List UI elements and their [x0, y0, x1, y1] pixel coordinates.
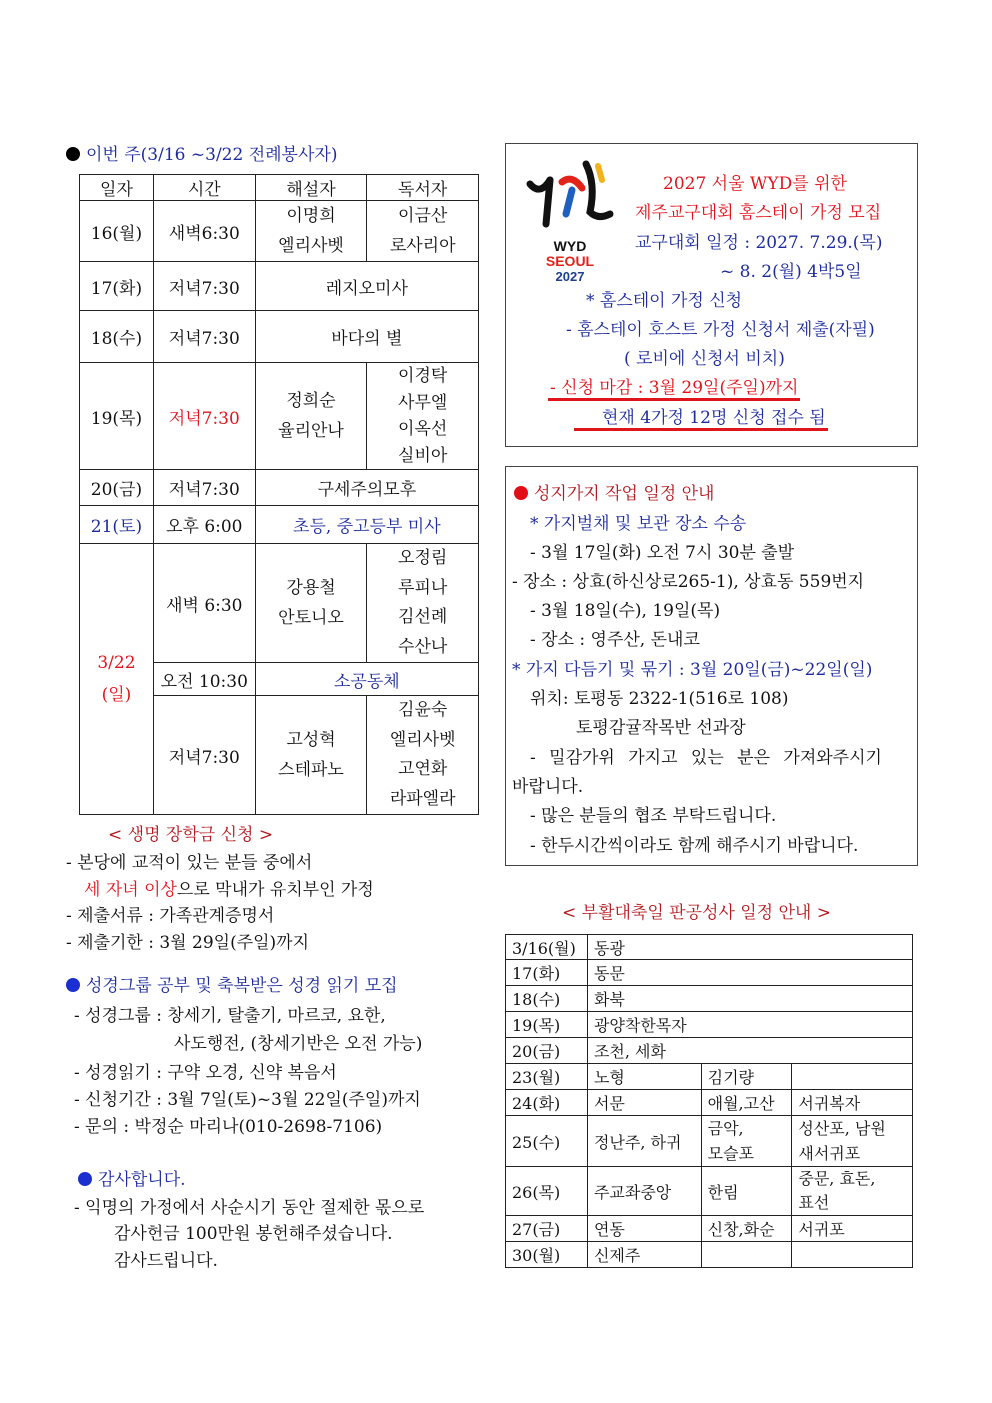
wyd-line: ~ 8. 2(월) 4박5일	[720, 262, 862, 282]
table-row: 26(목) 주교좌중앙 한림 중문, 효돈, 표선	[506, 1167, 913, 1216]
branches-line: - 장소 : 영주산, 돈내코	[530, 630, 700, 650]
header-date: 일자	[80, 175, 154, 201]
header-commentator: 해설자	[255, 175, 367, 201]
wyd-logo: WYD SEOUL 2027	[520, 154, 620, 272]
branches-line: 바랍니다.	[512, 777, 584, 797]
branches-line: - 3월 18일(수), 19일(목)	[530, 601, 721, 621]
table-row: 20(금) 저녁7:30 구세주의모후	[80, 470, 479, 506]
wyd-line: * 홈스테이 가정 신청	[586, 291, 743, 311]
table-row: 17(화) 저녁7:30 레지오미사	[80, 262, 479, 311]
wyd-line: - 홈스테이 호스트 가정 신청서 제출(자필)	[566, 320, 875, 340]
bullet-icon	[78, 1172, 92, 1186]
thanks-line: - 익명의 가정에서 사순시기 동안 절제한 몫으로	[74, 1198, 425, 1218]
palm-branches-box	[505, 466, 918, 866]
wyd-status: 현재 4가정 12명 신청 접수 됨	[574, 403, 828, 431]
table-row: 21(토) 오후 6:00 초등, 중고등부 미사	[80, 506, 479, 544]
table-row: 오전 10:30 소공동체	[80, 663, 479, 696]
scholarship-line: - 제출서류 : 가족관계증명서	[66, 906, 275, 926]
servers-heading: 이번 주(3/16 ~3/22 전례봉사자)	[66, 140, 337, 165]
table-row: 17(화) 동문	[506, 960, 913, 986]
table-row: 19(목) 저녁7:30 정희순 율리안나 이경탁 사무엘 이옥선 실비아	[80, 363, 479, 470]
thanks-line: 감사드립니다.	[114, 1251, 218, 1271]
table-row: 3/16(월) 동광	[506, 935, 913, 960]
table-row: 24(화) 서문 애월,고산 서귀복자	[506, 1090, 913, 1116]
wyd-line: 2027 서울 WYD를 위한	[663, 174, 847, 194]
wyd-deadline: - 신청 마감 : 3월 29일(주일)까지	[548, 373, 800, 401]
table-row: 25(수) 정난주, 하귀 금악, 모슬포 성산포, 남원 새서귀포	[506, 1116, 913, 1167]
branches-line: - 3월 17일(화) 오전 7시 30분 출발	[530, 543, 795, 563]
wyd-logo-graphic	[520, 154, 620, 234]
branches-line: - 밀감가위 가지고 있는 분은 가져와주시기	[530, 748, 882, 768]
bible-line: - 성경그룹 : 창세기, 탈출기, 마르코, 요한,	[74, 1006, 386, 1026]
table-row: 3/22 (일) 새벽 6:30 강용철 안토니오 오정림 루피나 김선례 수산나	[80, 544, 479, 663]
bullet-icon	[66, 978, 80, 992]
table-row: 18(수) 저녁7:30 바다의 별	[80, 311, 479, 363]
scholarship-line: - 본당에 교적이 있는 분들 중에서	[66, 853, 313, 873]
bible-line: - 문의 : 박정순 마리나(010-2698-7106)	[74, 1117, 383, 1137]
wyd-line: ( 로비에 신청서 비치)	[624, 349, 785, 369]
branches-line: * 가지벌채 및 보관 장소 수송	[530, 514, 747, 534]
scholarship-line: 세 자녀 이상으로 막내가 유치부인 가정	[84, 880, 374, 900]
table-row: 16(월) 새벽6:30 이명희 엘리사벳 이금산 로사리아	[80, 201, 479, 262]
thanks-line: 감사헌금 100만원 봉헌해주셨습니다.	[114, 1224, 393, 1244]
thanks-heading: 감사합니다.	[78, 1165, 186, 1190]
servers-table	[79, 174, 479, 815]
scholarship-line: - 제출기한 : 3월 29일(주일)까지	[66, 933, 310, 953]
bullet-icon	[66, 147, 80, 161]
branches-line: - 한두시간씩이라도 함께 해주시기 바랍니다.	[530, 836, 859, 856]
bible-line: - 성경읽기 : 구약 오경, 신약 복음서	[74, 1063, 337, 1083]
bullet-icon	[514, 486, 528, 500]
table-row: 18(수) 화북	[506, 986, 913, 1012]
wyd-line: 교구대회 일정 : 2027. 7.29.(목)	[635, 233, 883, 253]
branches-line: * 가지 다듬기 및 묶기 : 3월 20일(금)~22일(일)	[512, 660, 873, 680]
table-row: 19(목) 광양착한목자	[506, 1012, 913, 1038]
header-time: 시간	[153, 175, 255, 201]
branches-line: 위치: 토평동 2322-1(516로 108)	[530, 689, 789, 709]
header-reader: 독서자	[367, 175, 479, 201]
branches-line: - 장소 : 상효(하신상로265-1), 상효동 559번지	[512, 572, 865, 592]
table-row: 20(금) 조천, 세화	[506, 1038, 913, 1064]
wyd-homestay-box	[505, 143, 918, 447]
bible-line: 사도행전, (창세기반은 오전 가능)	[174, 1034, 423, 1054]
table-row: 23(월) 노형 김기량	[506, 1064, 913, 1090]
wyd-line: 제주교구대회 홈스테이 가정 모집	[635, 203, 882, 223]
branches-line: - 많은 분들의 협조 부탁드립니다.	[530, 806, 777, 826]
branches-heading: 성지가지 작업 일정 안내	[514, 479, 714, 504]
bible-line: - 신청기간 : 3월 7일(토)~3월 22일(주일)까지	[74, 1090, 421, 1110]
table-row: 저녁7:30 고성혁 스테파노 김윤숙 엘리사벳 고연화 라파엘라	[80, 696, 479, 815]
easter-title: < 부활대축일 판공성사 일정 안내 >	[562, 903, 831, 923]
table-row: 27(금) 연동 신창,화순 서귀포	[506, 1216, 913, 1242]
bible-heading: 성경그룹 공부 및 축복받은 성경 읽기 모집	[66, 971, 398, 996]
confession-schedule-table	[505, 934, 913, 1268]
table-row: 30(월) 신제주	[506, 1242, 913, 1268]
branches-line: 토평감귤작목반 선과장	[576, 718, 746, 738]
scholarship-title: < 생명 장학금 신청 >	[108, 825, 274, 845]
